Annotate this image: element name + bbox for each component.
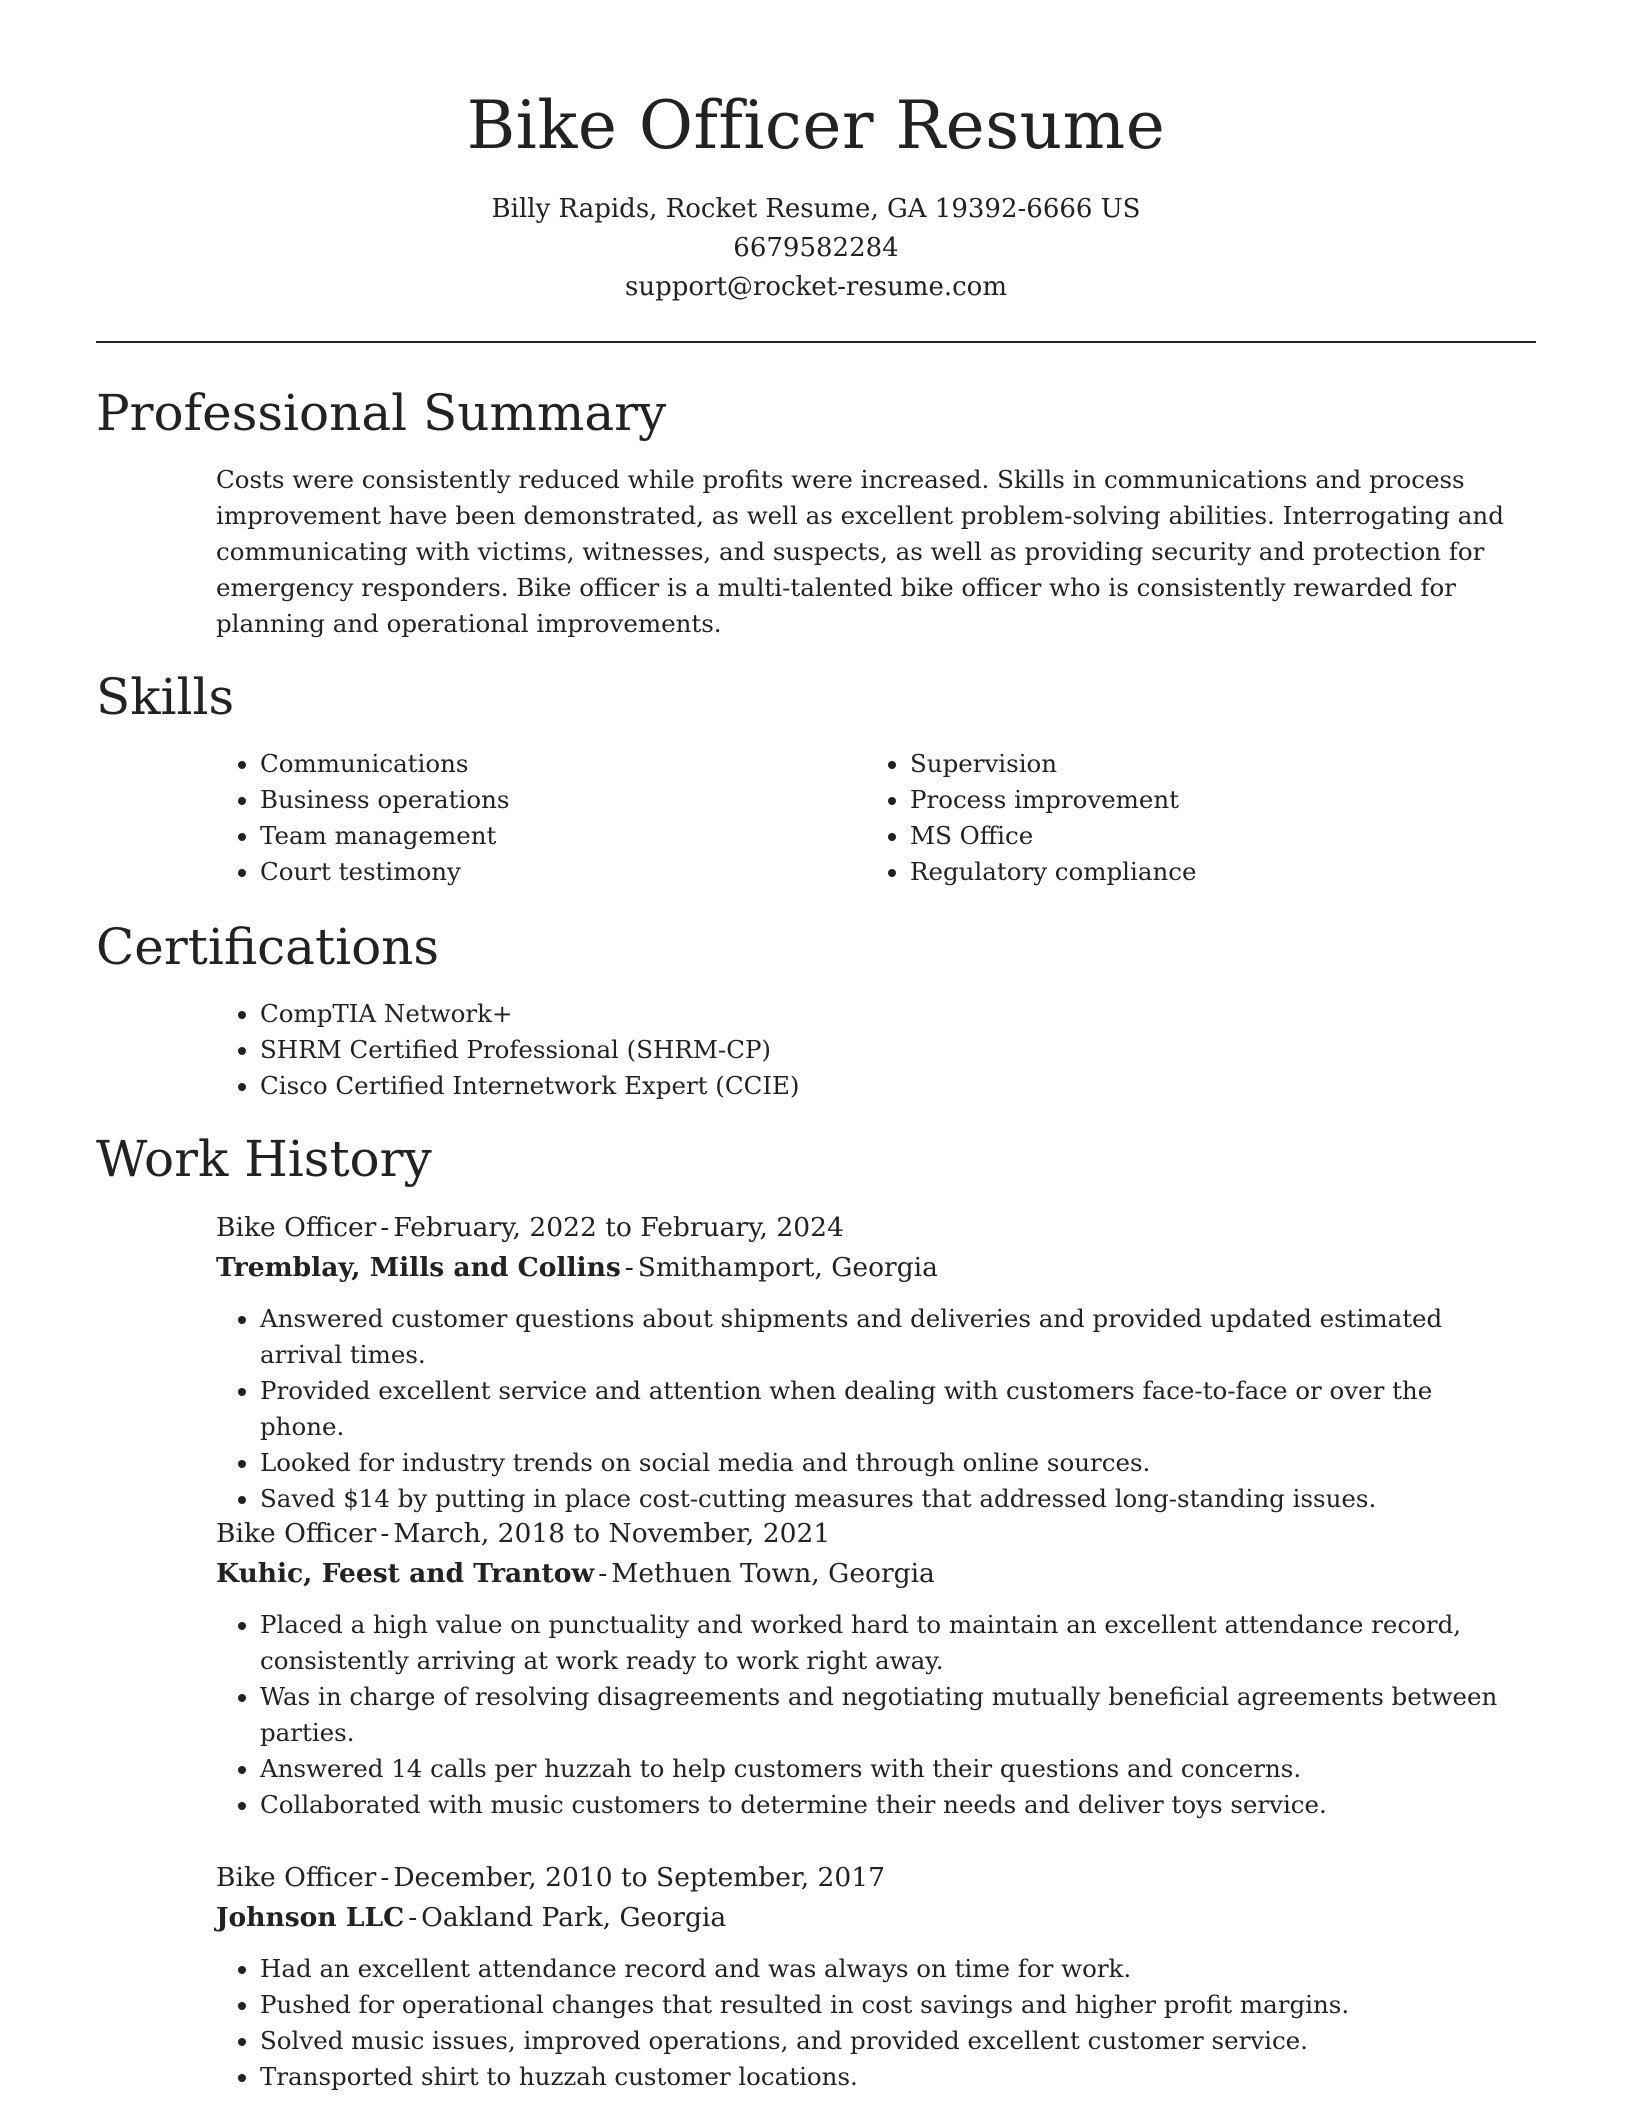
job-duty-item: • Transported shirt to huzzah customer locations. — [260, 2059, 1516, 2095]
contact-info — [0, 190, 1632, 307]
skill-item: • Process improvement — [910, 782, 1466, 818]
certifications-block — [216, 996, 1416, 1104]
summary-heading: Professional Summary — [96, 384, 667, 442]
job-dates: February, 2022 to February, 2024 — [393, 1212, 844, 1243]
certifications-list — [216, 996, 1416, 1104]
job-duty-item: • Placed a high value on punctuality and worked hard to maintain an excellent attendance record, consistently arriving at work ready to work right away. — [260, 1607, 1516, 1679]
job-duty-item: • Provided excellent service and attention when dealing with customers face-to-face or over the phone. — [260, 1373, 1516, 1445]
job-company: Kuhic, Feest and Trantow — [216, 1558, 595, 1589]
job-title-line: Bike Officer - February, 2022 to February, 2024 — [216, 1212, 844, 1243]
skill-item: • Court testimony — [260, 854, 816, 890]
certification-item: • Cisco Certified Internetwork Expert (CCIE) — [260, 1068, 1416, 1104]
skills-column-right — [866, 746, 1466, 890]
job-duties-list — [216, 1301, 1516, 1517]
skills-heading: Skills — [96, 668, 235, 726]
summary-text: Costs were consistently reduced while profits were increased. Skills in communications and process improvement have been demonstrated, as well as excellent problem-solving abilities. Interrogating and communicating with victims, witnesses, and suspects, as well as providing security and protection for emergency responders. Bike officer is a multi-talented bike officer who is consistently rewarded for planning and operational improvements. — [216, 465, 1504, 638]
job-company-line: Kuhic, Feest and Trantow - Methuen Town, Georgia — [216, 1558, 935, 1589]
job-company: Tremblay, Mills and Collins — [216, 1252, 621, 1283]
job-duty-item: • Collaborated with music customers to determine their needs and deliver toys service. — [260, 1787, 1516, 1823]
skill-item: • Supervision — [910, 746, 1466, 782]
skills-list-left — [216, 746, 816, 890]
resume-header — [0, 0, 1632, 307]
skills-column-left — [216, 746, 816, 890]
header-divider — [96, 341, 1536, 343]
job-company-line: Tremblay, Mills and Collins - Smithamport, Georgia — [216, 1252, 938, 1283]
job-company-line: Johnson LLC - Oakland Park, Georgia — [216, 1902, 727, 1933]
skill-item: • Team management — [260, 818, 816, 854]
job-duties-list — [216, 1951, 1516, 2095]
contact-phone: 6679582284 — [733, 233, 899, 263]
job-entry — [216, 1514, 1516, 1823]
certification-item: • CompTIA Network+ — [260, 996, 1416, 1032]
job-duty-item: • Solved music issues, improved operations, and provided excellent customer service. — [260, 2023, 1516, 2059]
job-duty-item: • Pushed for operational changes that resulted in cost savings and higher profit margins. — [260, 1987, 1516, 2023]
job-entry — [216, 1208, 1516, 1517]
job-title-line: Bike Officer - December, 2010 to September, 2017 — [216, 1862, 885, 1893]
skills-list-right — [866, 746, 1466, 890]
job-title-line: Bike Officer - March, 2018 to November, 2021 — [216, 1518, 831, 1549]
job-title: Bike Officer — [216, 1212, 377, 1243]
job-company: Johnson LLC — [216, 1902, 405, 1933]
job-location: Smithamport, Georgia — [637, 1252, 938, 1283]
job-duty-item: • Was in charge of resolving disagreements and negotiating mutually beneficial agreements between parties. — [260, 1679, 1516, 1751]
job-title: Bike Officer — [216, 1862, 377, 1893]
job-duty-item: • Had an excellent attendance record and was always on time for work. — [260, 1951, 1516, 1987]
job-duty-item: • Looked for industry trends on social media and through online sources. — [260, 1445, 1516, 1481]
contact-address: Billy Rapids, Rocket Resume, GA 19392-6666 US — [491, 194, 1141, 224]
job-duty-item: • Answered 14 calls per huzzah to help customers with their questions and concerns. — [260, 1751, 1516, 1787]
skill-item: • MS Office — [910, 818, 1466, 854]
job-duty-item: • Saved $14 by putting in place cost-cutting measures that addressed long-standing issues. — [260, 1481, 1516, 1517]
job-dates: December, 2010 to September, 2017 — [393, 1862, 885, 1893]
job-title: Bike Officer — [216, 1518, 377, 1549]
page-title: Bike Officer Resume — [466, 87, 1166, 164]
job-location: Oakland Park, Georgia — [421, 1902, 727, 1933]
contact-email: support@rocket-resume.com — [624, 272, 1007, 302]
job-dates: March, 2018 to November, 2021 — [393, 1518, 831, 1549]
certifications-heading: Certifications — [96, 918, 440, 976]
job-entry — [216, 1858, 1516, 2095]
work-history-heading: Work History — [96, 1130, 432, 1188]
certification-item: • SHRM Certified Professional (SHRM-CP) — [260, 1032, 1416, 1068]
job-location: Methuen Town, Georgia — [611, 1558, 935, 1589]
skill-item: • Regulatory compliance — [910, 854, 1466, 890]
skill-item: • Business operations — [260, 782, 816, 818]
job-duties-list — [216, 1607, 1516, 1823]
skill-item: • Communications — [260, 746, 816, 782]
job-duty-item: • Answered customer questions about shipments and deliveries and provided updated estimated arrival times. — [260, 1301, 1516, 1373]
